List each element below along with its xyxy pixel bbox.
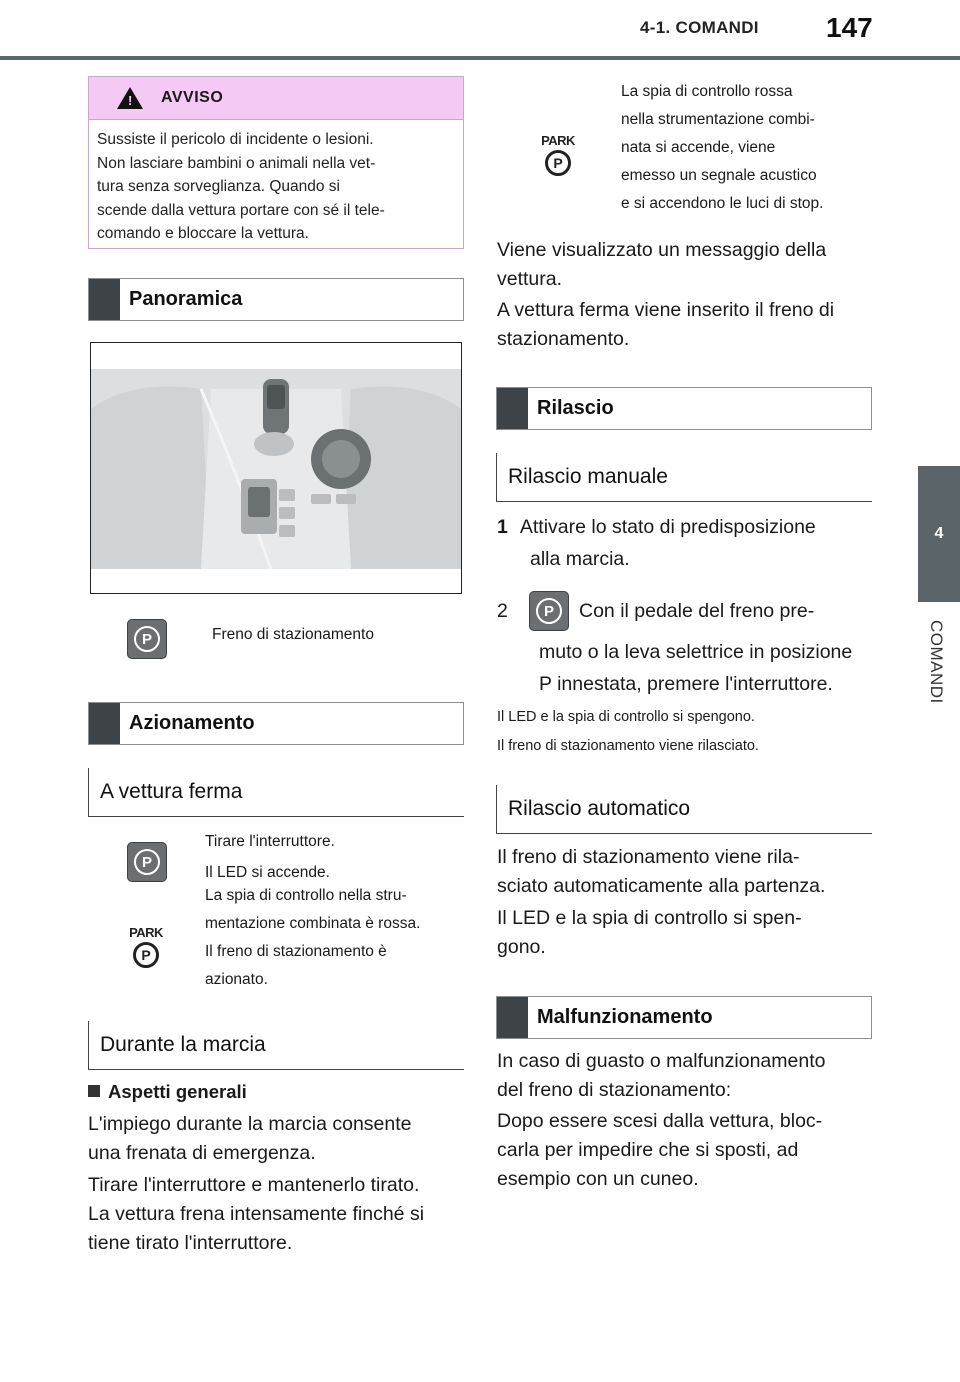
warning-triangle-icon: ! [117,87,143,109]
step-2-number: 2 [497,600,508,622]
warning-line: scende dalla vettura portare con sé il tele- [97,201,385,219]
stationary-paragraph: A vettura ferma viene inserito il freno di stazionamento. [497,299,835,350]
malfunzionamento-paragraph-2: Dopo essere scesi dalla vettura, bloc- carla per impedire che si sposti, ad esempio con un cuneo. [497,1110,823,1190]
step-1: 1 Attivare lo stato di predisposizione alla marcia. [497,516,816,570]
section-malfunzionamento [496,996,872,1039]
message-paragraph: Viene visualizzato un messaggio della vettura. [497,239,827,290]
malfunzionamento-paragraph-1: In caso di guasto o malfunzionamento del freno di stazionamento: [497,1050,826,1101]
warning-line: comando e bloccare la vettura. [97,225,309,242]
step-2-line-1: Con il pedale del freno pre- [579,600,815,622]
warning-text [89,120,463,246]
section-rilascio [496,387,872,430]
step-2-rest: muto o la leva selettrice in posizione P innestata, premere l'interruttore. [539,641,853,695]
automatico-paragraph-1: Il freno di stazionamento viene rila- sciato automaticamente alla partenza. [497,846,826,897]
chapter-number: 4 [934,525,944,542]
header-rule [0,56,960,60]
section-panoramica [88,278,464,321]
chapter-label: COMANDI [927,620,946,704]
subsection-vettura-ferma: A vettura ferma [88,768,464,817]
parking-brake-button-icon: P [127,842,167,882]
section-title: Panoramica [129,288,243,310]
subsection-durante-marcia: Durante la marcia [88,1021,464,1070]
section-title: Malfunzionamento [537,1006,713,1028]
warning-header [89,77,463,120]
marcia-paragraph-2: Tirare l'interruttore e mantenerlo tirato. La vettura frena intensamente finché si tiene tirato l'interruttore. [88,1174,425,1254]
parking-brake-button-icon: P [127,619,167,659]
warning-box [88,76,464,249]
subsection-rilascio-manuale: Rilascio manuale [496,453,872,502]
warning-line: Sussiste il pericolo di incidente o lesioni. [97,131,374,148]
warning-title: AVVISO [161,89,224,106]
ferma-text: Tirare l'interruttore. Il LED si accende. La spia di controllo nella stru- mentazione combinata è rossa. Il freno di stazionamento è azionato. [205,833,421,988]
section-title: Rilascio [537,397,614,419]
heading-aspetti-generali: Aspetti generali [88,1077,247,1106]
automatico-paragraph-2: Il LED e la spia di controllo si spen- gono. [497,907,802,958]
warning-line: Non lasciare bambini o animali nella vet- [97,154,376,172]
caption-parking-brake: Freno di stazionamento [212,626,374,643]
section-azionamento [88,702,464,745]
bullet-square [88,1085,100,1097]
section-title: Azionamento [129,712,255,734]
page-number: 147 [826,12,873,43]
subsection-rilascio-automatico: Rilascio automatico [496,785,872,834]
release-notes: Il LED e la spia di controllo si spengono. Il freno di stazionamento viene rilasciato. [497,709,759,754]
console-drawing [91,369,461,569]
warning-light-text: La spia di controllo rossa nella strumentazione combi- nata si accende, viene emesso un segnale acustico e si accendono le luci di stop. [621,83,824,212]
park-warning-light-icon: PARK P [124,926,168,968]
marcia-paragraph-1: L'impiego durante la marcia consente una frenata di emergenza. [88,1113,412,1164]
chapter-tab [918,466,960,602]
parking-brake-button-icon: P [529,591,569,631]
warning-line: tura senza sorveglianza. Quando si [97,178,340,195]
header-section-title: 4-1. COMANDI [640,18,759,37]
park-warning-light-icon: PARK P [536,134,580,176]
center-console-illustration [90,342,462,594]
